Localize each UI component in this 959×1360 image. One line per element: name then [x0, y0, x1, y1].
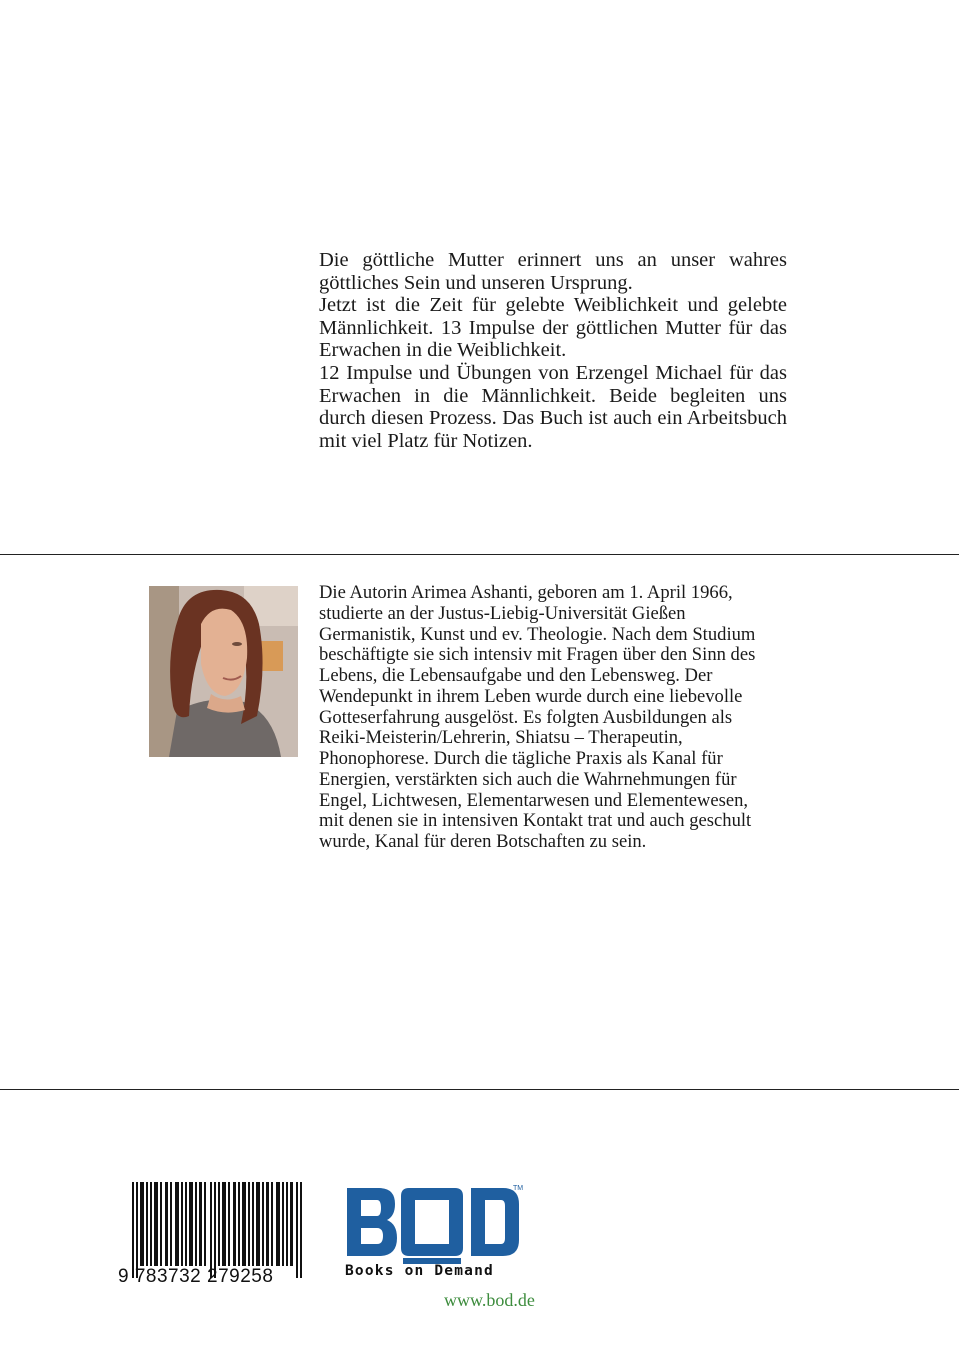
bod-logo: [343, 1184, 528, 1264]
blurb-paragraph-1: Die göttliche Mutter erinnert uns an unser wahres göttliches Sein und unseren Ursprung.: [319, 249, 787, 294]
trademark-mark: TM: [513, 1185, 524, 1192]
blurb-paragraph-3: 12 Impulse und Übungen von Erzengel Michael für das Erwachen in die Männlichkeit. Beide begleiten uns durch diesen Prozess. Das Buch ist auch ein Arbeitsbuch mit viel Platz für Notizen.: [319, 361, 787, 452]
author-bio: [319, 583, 777, 853]
bod-tagline: Books on Demand: [345, 1263, 494, 1279]
isbn-digits: 9 783732 279258: [118, 1266, 274, 1287]
author-bio-text: Die Autorin Arimea Ashanti, geboren am 1. April 1966, studierte an der Justus-Liebig-Universität Gießen Germanistik, Kunst und ev. Theologie. Nach dem Studium beschäftigte sie sich intensiv mit Fragen über den Sinn des Lebens, die Lebensaufgabe und den Lebensweg. Der Wendepunkt in ihrem Leben wurde durch eine liebevolle Gotteserfahrung ausgelöst. Es folgten Ausbildungen als Reiki-Meisterin/Lehrerin, Shiatsu – Therapeutin, Phonophorese. Durch die tägliche Praxis als Kanal für Energien, verstärkten sich auch die Wahrnehmungen für Engel, Lichtwesen, Elementarwesen und Elementewesen, mit denen sie in intensiven Kontakt trat und auch geschult wurde, Kanal für deren Botschaften zu sein.: [319, 582, 756, 852]
author-photo: [149, 586, 298, 757]
blurb-paragraph-2: Jetzt ist die Zeit für gelebte Weiblichkeit und gelebte Männlichkeit. 13 Impulse der göttlichen Mutter für das Erwachen in die Weiblichkeit.: [319, 294, 787, 362]
back-cover-blurb: [319, 249, 787, 452]
divider-bottom: [0, 1089, 959, 1090]
bod-website-link[interactable]: www.bod.de: [444, 1290, 535, 1310]
divider-top: [0, 554, 959, 555]
